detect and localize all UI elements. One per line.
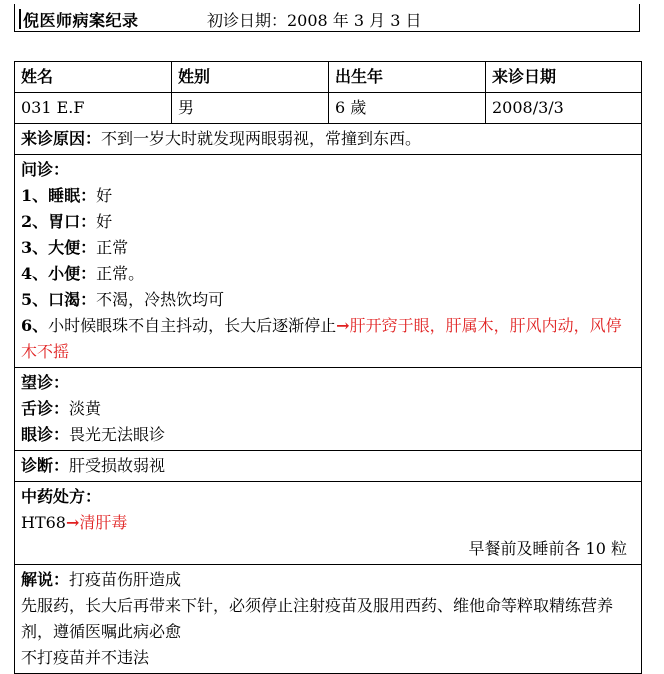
inquiry-title: 问诊： — [21, 160, 70, 179]
inquiry-item — [21, 209, 635, 235]
inquiry-item-text: 不渴，冷热饮均可 — [96, 290, 225, 309]
reason-row — [15, 124, 642, 155]
right-arrow-icon: → — [336, 316, 350, 335]
prescription-name: 清肝毒 — [79, 513, 128, 532]
inquiry-item-6-analysis: 肝开窍于眼，肝属木，肝风内动，风停木不摇 — [21, 316, 622, 361]
explanation-heading — [21, 567, 635, 593]
eye-text: 畏光无法眼诊 — [69, 425, 166, 444]
inquiry-cell — [15, 155, 642, 368]
prescription-formula — [21, 510, 635, 536]
diagnosis-text: 肝受损故弱视 — [69, 456, 166, 475]
explanation-paragraph: 先服药，长大后再带来下针，必须停止注射疫苗及服用西药、维他命等粹取精练营养剂，遵循医嘱此病必愈 — [21, 596, 614, 641]
reason-cell — [15, 124, 642, 155]
tongue-text: 淡黄 — [69, 399, 102, 418]
inquiry-item — [21, 261, 635, 287]
diagnosis-row — [15, 451, 642, 482]
inquiry-item-label: 5、口渴： — [21, 290, 97, 309]
header-name: 姓名 — [15, 62, 172, 93]
record-header — [14, 4, 640, 32]
first-visit-date: 初诊日期：2008 年 3 月 3 日 — [207, 11, 422, 30]
explanation-cell — [15, 565, 642, 674]
patient-name: 031 E.F — [15, 93, 172, 124]
eye-label: 眼诊： — [21, 425, 70, 444]
reason-text: 不到一岁大时就发现两眼弱视，常撞到东西。 — [101, 129, 422, 148]
inquiry-item-label: 3、大便： — [21, 238, 97, 257]
patient-visit-date: 2008/3/3 — [486, 93, 642, 124]
prescription-title: 中药处方： — [21, 487, 102, 506]
tongue-diagnosis — [21, 396, 635, 422]
eye-diagnosis — [21, 422, 635, 448]
reason-label: 来诊原因： — [21, 129, 102, 148]
observation-title: 望诊： — [21, 373, 70, 392]
prescription-dosage: 早餐前及睡前各 10 粒 — [468, 539, 627, 558]
diagnosis-label: 诊断： — [21, 456, 70, 475]
inquiry-item-label: 2、胃口： — [21, 212, 97, 231]
patient-header-row — [15, 62, 642, 93]
header-sex: 姓别 — [172, 62, 329, 93]
inquiry-item-6-number: 6、 — [21, 316, 49, 335]
diagnosis-cell — [15, 451, 642, 482]
inquiry-item — [21, 183, 635, 209]
header-visit-date: 来诊日期 — [486, 62, 642, 93]
record-title: 倪医师病案纪录 — [23, 11, 139, 30]
patient-sex: 男 — [172, 93, 329, 124]
inquiry-item — [21, 235, 635, 261]
inquiry-item-6-text: 小时候眼珠不自主抖动，长大后逐渐停止 — [48, 316, 337, 335]
explanation-note: 不打疫苗并不违法 — [21, 648, 150, 667]
explanation-row — [15, 565, 642, 674]
inquiry-item-6 — [21, 313, 635, 365]
prescription-cell — [15, 482, 642, 565]
observation-cell — [15, 368, 642, 451]
inquiry-item-text: 正常。 — [96, 264, 145, 283]
explanation-text: 打疫苗伤肝造成 — [69, 570, 182, 589]
inquiry-row — [15, 155, 642, 368]
inquiry-item-text: 好 — [96, 212, 113, 231]
prescription-row — [15, 482, 642, 565]
inquiry-item-text: 正常 — [96, 238, 129, 257]
inquiry-item — [21, 287, 635, 313]
observation-row — [15, 368, 642, 451]
header-bar — [19, 9, 21, 29]
prescription-code: HT68 — [21, 513, 66, 532]
tongue-label: 舌诊： — [21, 399, 70, 418]
inquiry-item-label: 1、睡眠： — [21, 186, 97, 205]
inquiry-item-text: 好 — [96, 186, 113, 205]
case-record-table — [14, 61, 642, 674]
header-birth-year: 出生年 — [329, 62, 486, 93]
patient-age: 6 歲 — [329, 93, 486, 124]
explanation-label: 解说： — [21, 570, 70, 589]
inquiry-item-label: 4、小便： — [21, 264, 97, 283]
right-arrow-icon: → — [65, 513, 80, 532]
patient-value-row — [15, 93, 642, 124]
